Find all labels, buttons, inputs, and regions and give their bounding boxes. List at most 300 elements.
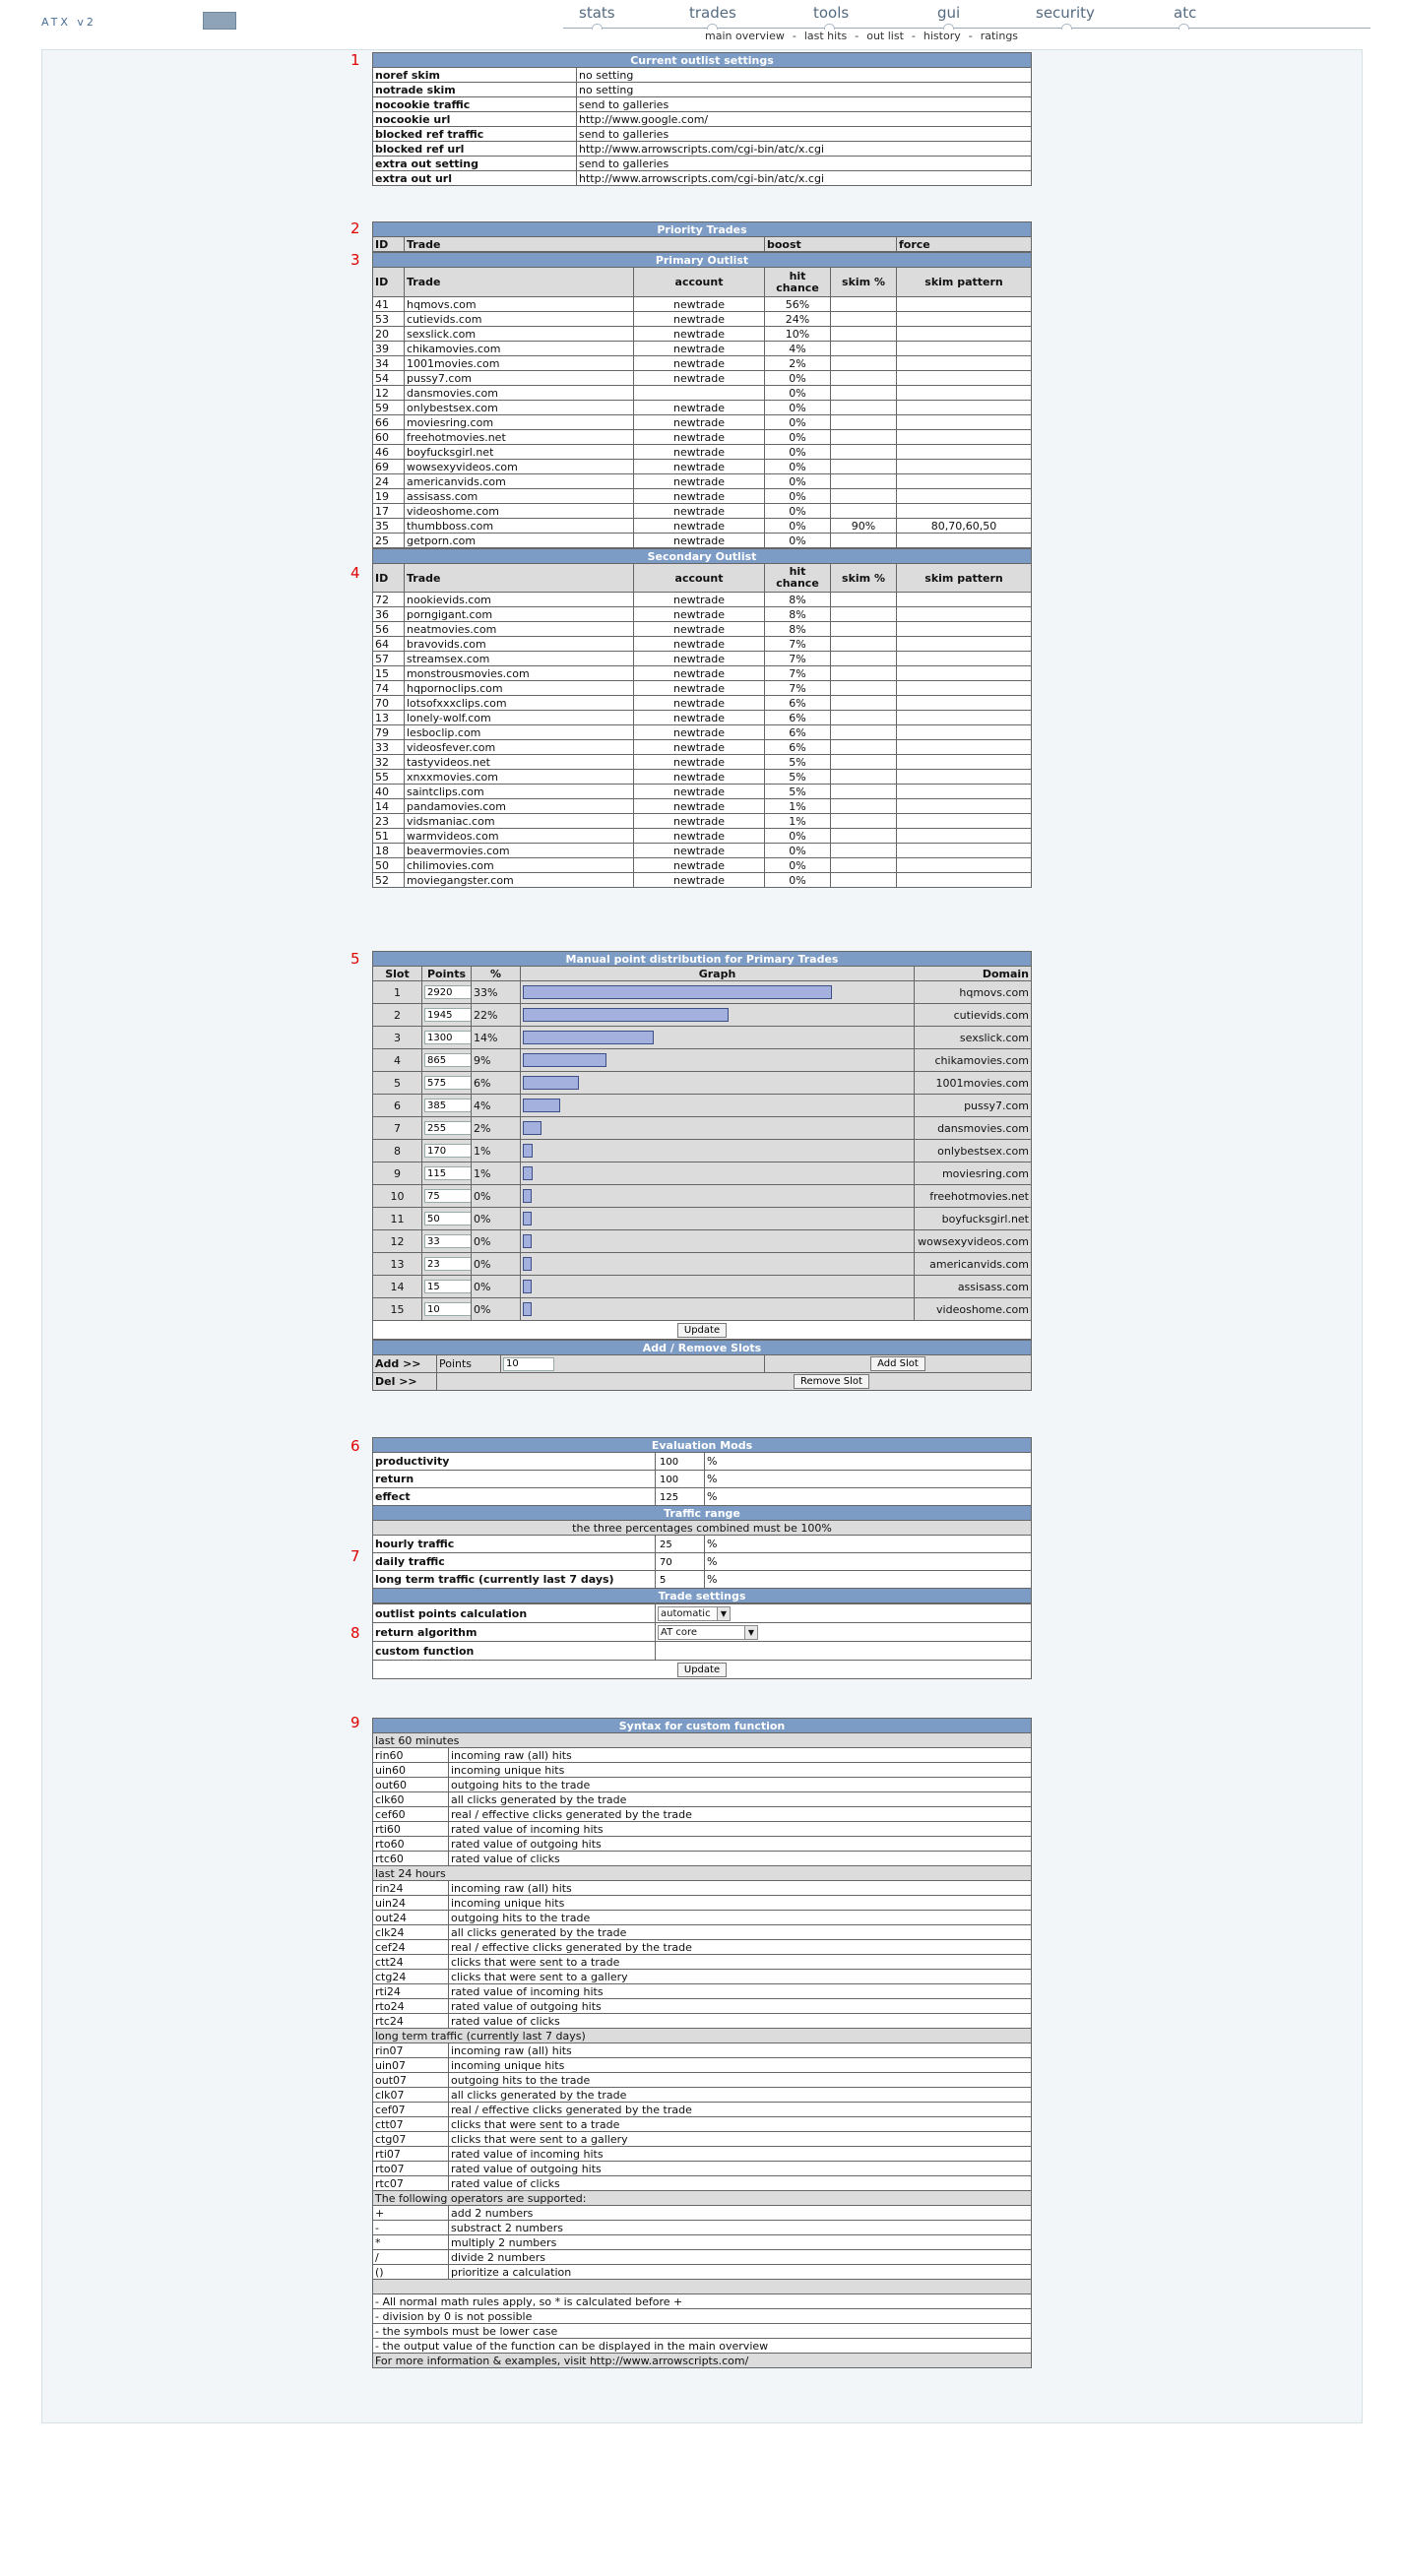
eval-input-cell [656, 1453, 705, 1471]
points-input[interactable] [424, 1189, 472, 1203]
eval-input-cell [656, 1553, 705, 1571]
priority-trades-title: Priority Trades [373, 222, 1032, 237]
evaluation-title: Evaluation Mods [373, 1438, 1032, 1453]
syntax-description: real / effective clicks generated by the trade [449, 1940, 1032, 1955]
eval-input[interactable] [658, 1539, 701, 1550]
slot-domain: onlybestsex.com [915, 1140, 1032, 1162]
points-bar [523, 1008, 729, 1022]
syntax-row [373, 1763, 1032, 1778]
custom-function-input[interactable] [658, 1646, 1026, 1658]
tab-stats[interactable]: stats [579, 4, 615, 22]
skim-pattern [897, 814, 1032, 829]
setting-value: http://www.arrowscripts.com/cgi-bin/atc/x.cgi [577, 171, 1032, 186]
percent-value: 0% [472, 1208, 521, 1230]
trade-row [373, 519, 1032, 534]
slot-number: 2 [373, 1004, 422, 1027]
points-input[interactable] [424, 1076, 472, 1090]
trade-id: 74 [373, 681, 405, 696]
section-number: 1 [350, 51, 360, 69]
skim-percent [831, 504, 897, 519]
slot-row [373, 1276, 1032, 1298]
setting-value: send to galleries [577, 97, 1032, 112]
trade-id: 46 [373, 445, 405, 460]
tab-trades[interactable]: trades [689, 4, 736, 22]
subnav-ratings[interactable]: ratings [980, 30, 1019, 42]
points-input[interactable] [424, 1053, 472, 1067]
trade-account: newtrade [634, 829, 765, 844]
eval-input[interactable] [658, 1491, 701, 1503]
skim-percent [831, 666, 897, 681]
subnav-history[interactable]: history [923, 30, 961, 42]
trade-domain[interactable]: saintclips.com [405, 785, 634, 799]
syntax-description: rated value of incoming hits [449, 2147, 1032, 2162]
points-bar [523, 985, 832, 999]
col-header: Trade [405, 564, 634, 593]
trade-id: 72 [373, 593, 405, 607]
syntax-description: rated value of clicks [449, 1852, 1032, 1866]
trade-id: 54 [373, 371, 405, 386]
slot-points-input[interactable] [503, 1357, 554, 1371]
syntax-group-label: last 60 minutes [373, 1733, 1032, 1748]
slot-domain: freehotmovies.net [915, 1185, 1032, 1208]
trade-row [373, 666, 1032, 681]
chevron-down-icon: ▼ [717, 1607, 730, 1620]
syntax-symbol: rtc07 [373, 2176, 449, 2191]
trade-row [373, 858, 1032, 873]
points-input[interactable] [424, 1280, 472, 1293]
trade-domain[interactable]: chilimovies.com [405, 858, 634, 873]
trade-id: 40 [373, 785, 405, 799]
skim-pattern [897, 666, 1032, 681]
trade-domain[interactable]: lotsofxxxclips.com [405, 696, 634, 711]
trade-account: newtrade [634, 858, 765, 873]
trade-domain[interactable]: lonely-wolf.com [405, 711, 634, 725]
skim-percent [831, 814, 897, 829]
col-header: account [634, 268, 765, 297]
trade-domain[interactable]: pussy7.com [405, 371, 634, 386]
syntax-group-label: last 24 hours [373, 1866, 1032, 1881]
evaluation-section [372, 1437, 1032, 1679]
skim-percent: 90% [831, 519, 897, 534]
setting-row [373, 112, 1032, 127]
skim-pattern [897, 740, 1032, 755]
point-distribution-table [372, 951, 1032, 1340]
spacer-row [373, 2280, 1032, 2294]
percent-value: 9% [472, 1049, 521, 1072]
trade-row [373, 829, 1032, 844]
trade-id: 20 [373, 327, 405, 342]
col-header: hit chance [765, 268, 831, 297]
skim-percent [831, 873, 897, 888]
syntax-symbol: rtc24 [373, 2014, 449, 2029]
setting-row [373, 157, 1032, 171]
section-number: 3 [350, 251, 360, 269]
trade-domain[interactable]: moviesring.com [405, 415, 634, 430]
eval-input[interactable] [658, 1456, 701, 1468]
syntax-row [373, 1984, 1032, 1999]
skim-percent [831, 858, 897, 873]
skim-pattern [897, 386, 1032, 401]
hit-chance: 0% [765, 519, 831, 534]
eval-row [373, 1536, 1032, 1553]
trade-domain[interactable]: thumbboss.com [405, 519, 634, 534]
syntax-description: all clicks generated by the trade [449, 1792, 1032, 1807]
syntax-symbol: cef07 [373, 2103, 449, 2117]
trade-account: newtrade [634, 593, 765, 607]
trade-domain[interactable]: bravovids.com [405, 637, 634, 652]
outlist-settings-table [372, 52, 1032, 186]
trade-domain[interactable]: warmvideos.com [405, 829, 634, 844]
evaluation-table [372, 1437, 1032, 1603]
syntax-row [373, 1999, 1032, 2014]
syntax-description: substract 2 numbers [449, 2221, 1032, 2235]
trade-id: 60 [373, 430, 405, 445]
skim-pattern [897, 607, 1032, 622]
trade-domain[interactable]: assisass.com [405, 489, 634, 504]
trade-domain[interactable]: beavermovies.com [405, 844, 634, 858]
update-points-button[interactable]: Update [677, 1323, 727, 1338]
trade-domain[interactable]: boyfucksgirl.net [405, 445, 634, 460]
eval-row [373, 1553, 1032, 1571]
eval-input[interactable] [658, 1556, 701, 1568]
tab-marker-icon [1178, 24, 1189, 30]
syntax-row [373, 1778, 1032, 1792]
percent-value: 6% [472, 1072, 521, 1095]
trade-domain[interactable]: xnxxmovies.com [405, 770, 634, 785]
sub-navigation: main overview - last hits - out list - history - ratings [705, 30, 1019, 42]
tab-marker-icon [1061, 24, 1072, 30]
subnav-main-overview[interactable]: main overview [705, 30, 785, 42]
tab-security[interactable]: security [1036, 4, 1095, 22]
skim-percent [831, 342, 897, 356]
skim-percent [831, 430, 897, 445]
trade-domain[interactable]: 1001movies.com [405, 356, 634, 371]
points-input[interactable] [424, 1302, 472, 1316]
col-header: Trade [405, 237, 765, 252]
skim-percent [831, 593, 897, 607]
trade-id: 52 [373, 873, 405, 888]
trade-row [373, 593, 1032, 607]
trade-account: newtrade [634, 725, 765, 740]
graph-cell [521, 1298, 915, 1321]
del-label: Del >> [373, 1373, 437, 1391]
syntax-description: prioritize a calculation [449, 2265, 1032, 2280]
trade-domain[interactable]: dansmovies.com [405, 386, 634, 401]
syntax-description: rated value of clicks [449, 2176, 1032, 2191]
percent-sign: % [705, 1453, 1032, 1471]
syntax-description: incoming unique hits [449, 1763, 1032, 1778]
hit-chance: 4% [765, 342, 831, 356]
hit-chance: 8% [765, 607, 831, 622]
trade-domain[interactable]: porngigant.com [405, 607, 634, 622]
update-eval-button[interactable]: Update [677, 1663, 727, 1677]
trade-id: 18 [373, 844, 405, 858]
remove-slot-button[interactable]: Remove Slot [794, 1374, 869, 1389]
hit-chance: 0% [765, 445, 831, 460]
trade-settings-title: Trade settings [373, 1589, 1032, 1603]
graph-cell [521, 1140, 915, 1162]
hit-chance: 0% [765, 386, 831, 401]
points-input[interactable] [424, 1166, 472, 1180]
hit-chance: 7% [765, 637, 831, 652]
setting-value: send to galleries [577, 157, 1032, 171]
eval-input[interactable] [658, 1474, 701, 1485]
trade-domain[interactable]: moviegangster.com [405, 873, 634, 888]
syntax-group-label: long term traffic (currently last 7 days) [373, 2029, 1032, 2043]
trade-domain[interactable]: hqpornoclips.com [405, 681, 634, 696]
trade-domain[interactable]: getporn.com [405, 534, 634, 548]
trade-id: 41 [373, 297, 405, 312]
slot-row [373, 1004, 1032, 1027]
trade-account: newtrade [634, 504, 765, 519]
trade-domain[interactable]: americanvids.com [405, 474, 634, 489]
points-input[interactable] [424, 1121, 472, 1135]
hit-chance: 0% [765, 371, 831, 386]
trade-domain[interactable]: tastyvideos.net [405, 755, 634, 770]
slot-row [373, 1298, 1032, 1321]
trade-id: 34 [373, 356, 405, 371]
trade-row [373, 474, 1032, 489]
points-cell [422, 1298, 472, 1321]
skim-pattern [897, 297, 1032, 312]
eval-input-cell [656, 1488, 705, 1506]
trade-domain[interactable]: lesboclip.com [405, 725, 634, 740]
trade-domain[interactable]: nookievids.com [405, 593, 634, 607]
slot-number: 5 [373, 1072, 422, 1095]
points-input[interactable] [424, 1031, 472, 1044]
points-input[interactable] [424, 1144, 472, 1158]
slot-number: 10 [373, 1185, 422, 1208]
skim-percent [831, 844, 897, 858]
logo-image [203, 12, 236, 30]
syntax-symbol: rti24 [373, 1984, 449, 1999]
trade-row [373, 785, 1032, 799]
trade-domain[interactable]: chikamovies.com [405, 342, 634, 356]
syntax-symbol: rto24 [373, 1999, 449, 2014]
skim-pattern [897, 504, 1032, 519]
trade-domain[interactable]: neatmovies.com [405, 622, 634, 637]
setting-value: send to galleries [577, 127, 1032, 142]
trade-domain[interactable]: monstrousmovies.com [405, 666, 634, 681]
points-input[interactable] [424, 1234, 472, 1248]
points-bar [523, 1053, 606, 1067]
trade-account: newtrade [634, 297, 765, 312]
trade-account: newtrade [634, 755, 765, 770]
setting-row [373, 83, 1032, 97]
trade-id: 56 [373, 622, 405, 637]
trade-account: newtrade [634, 401, 765, 415]
syntax-symbol: rin60 [373, 1748, 449, 1763]
trade-account: newtrade [634, 814, 765, 829]
skim-pattern [897, 445, 1032, 460]
skim-percent [831, 725, 897, 740]
syntax-row [373, 2132, 1032, 2147]
trade-account: newtrade [634, 371, 765, 386]
add-label: Add >> [373, 1355, 437, 1373]
hit-chance: 0% [765, 534, 831, 548]
trade-account: newtrade [634, 474, 765, 489]
trade-id: 24 [373, 474, 405, 489]
trade-domain[interactable]: freehotmovies.net [405, 430, 634, 445]
trade-id: 15 [373, 666, 405, 681]
trade-domain[interactable]: onlybestsex.com [405, 401, 634, 415]
trade-domain[interactable]: hqmovs.com [405, 297, 634, 312]
slot-number: 3 [373, 1027, 422, 1049]
trade-row [373, 770, 1032, 785]
syntax-description: outgoing hits to the trade [449, 2073, 1032, 2088]
skim-percent [831, 785, 897, 799]
slot-number: 8 [373, 1140, 422, 1162]
trade-domain[interactable]: videoshome.com [405, 504, 634, 519]
points-input[interactable] [424, 1257, 472, 1271]
syntax-symbol: / [373, 2250, 449, 2265]
syntax-symbol: out60 [373, 1778, 449, 1792]
skim-pattern [897, 371, 1032, 386]
trade-account: newtrade [634, 622, 765, 637]
setting-name: extra out setting [373, 157, 577, 171]
percent-value: 33% [472, 981, 521, 1004]
slot-number: 12 [373, 1230, 422, 1253]
hit-chance: 2% [765, 356, 831, 371]
trade-row [373, 607, 1032, 622]
graph-cell [521, 1276, 915, 1298]
points-input[interactable] [424, 1212, 472, 1225]
syntax-symbol: cef24 [373, 1940, 449, 1955]
slots-table [372, 1340, 1032, 1391]
setting-name: blocked ref traffic [373, 127, 577, 142]
points-bar [523, 1234, 532, 1248]
skim-percent [831, 652, 897, 666]
section-number: 6 [350, 1437, 360, 1455]
trade-id: 53 [373, 312, 405, 327]
skim-percent [831, 356, 897, 371]
trade-domain[interactable]: vidsmaniac.com [405, 814, 634, 829]
eval-input[interactable] [658, 1574, 701, 1586]
points-cell [422, 1117, 472, 1140]
points-cell [422, 1095, 472, 1117]
trade-account: newtrade [634, 430, 765, 445]
slot-number: 14 [373, 1276, 422, 1298]
trade-account: newtrade [634, 681, 765, 696]
syntax-description: real / effective clicks generated by the trade [449, 2103, 1032, 2117]
slots-title: Add / Remove Slots [373, 1341, 1032, 1355]
syntax-description: incoming unique hits [449, 1896, 1032, 1911]
trade-domain[interactable]: cutievids.com [405, 312, 634, 327]
slot-row [373, 981, 1032, 1004]
col-header: Slot [373, 967, 422, 981]
trade-domain[interactable]: sexslick.com [405, 327, 634, 342]
section-number: 8 [350, 1624, 360, 1642]
tab-atc[interactable]: atc [1174, 4, 1197, 22]
skim-percent [831, 711, 897, 725]
trade-account: newtrade [634, 342, 765, 356]
syntax-row [373, 2088, 1032, 2103]
skim-pattern [897, 770, 1032, 785]
points-input[interactable] [424, 1099, 472, 1112]
percent-sign: % [705, 1553, 1032, 1571]
syntax-symbol: rti07 [373, 2147, 449, 2162]
trade-domain[interactable]: pandamovies.com [405, 799, 634, 814]
outlist-settings-title: Current outlist settings [373, 53, 1032, 68]
graph-cell [521, 1004, 915, 1027]
trade-id: 59 [373, 401, 405, 415]
skim-pattern [897, 725, 1032, 740]
algo-select[interactable] [658, 1625, 758, 1640]
hit-chance: 0% [765, 415, 831, 430]
percent-value: 1% [472, 1162, 521, 1185]
col-header: skim pattern [897, 564, 1032, 593]
col-header: Graph [521, 967, 915, 981]
trade-row [373, 844, 1032, 858]
setting-name: noref skim [373, 68, 577, 83]
slot-row [373, 1162, 1032, 1185]
graph-cell [521, 1117, 915, 1140]
points-cell [422, 1185, 472, 1208]
syntax-description: clicks that were sent to a trade [449, 1955, 1032, 1970]
calc-select[interactable] [658, 1606, 731, 1621]
trade-domain[interactable]: wowsexyvideos.com [405, 460, 634, 474]
syntax-row [373, 1792, 1032, 1807]
syntax-symbol: ctt07 [373, 2117, 449, 2132]
subnav-out-list[interactable]: out list [866, 30, 904, 42]
eval-label: daily traffic [373, 1553, 656, 1571]
trade-domain[interactable]: streamsex.com [405, 652, 634, 666]
trade-id: 64 [373, 637, 405, 652]
hit-chance: 0% [765, 489, 831, 504]
skim-percent [831, 534, 897, 548]
slot-number: 13 [373, 1253, 422, 1276]
tab-gui[interactable]: gui [937, 4, 961, 22]
points-bar [523, 1189, 532, 1203]
nav-divider [563, 28, 1370, 29]
skim-pattern [897, 342, 1032, 356]
slot-number: 7 [373, 1117, 422, 1140]
percent-sign: % [705, 1488, 1032, 1506]
trade-row [373, 534, 1032, 548]
syntax-row [373, 2103, 1032, 2117]
syntax-row [373, 2014, 1032, 2029]
trade-account: newtrade [634, 696, 765, 711]
points-bar [523, 1099, 560, 1112]
trade-row [373, 430, 1032, 445]
algo-label: return algorithm [373, 1623, 656, 1642]
slot-domain: 1001movies.com [915, 1072, 1032, 1095]
slot-domain: cutievids.com [915, 1004, 1032, 1027]
trade-domain[interactable]: videosfever.com [405, 740, 634, 755]
graph-cell [521, 1253, 915, 1276]
col-header: skim % [831, 268, 897, 297]
subnav-last-hits[interactable]: last hits [803, 30, 848, 42]
points-input[interactable] [424, 1008, 472, 1022]
eval-input-cell [656, 1471, 705, 1488]
points-cell [422, 1027, 472, 1049]
hit-chance: 56% [765, 297, 831, 312]
trade-account: newtrade [634, 637, 765, 652]
points-input[interactable] [424, 985, 472, 999]
eval-label: long term traffic (currently last 7 days) [373, 1571, 656, 1589]
points-bar [523, 1166, 533, 1180]
tab-tools[interactable]: tools [813, 4, 850, 22]
slot-row [373, 1072, 1032, 1095]
syntax-symbol: rti60 [373, 1822, 449, 1837]
syntax-symbol: out24 [373, 1911, 449, 1925]
slot-row [373, 1049, 1032, 1072]
trade-row [373, 814, 1032, 829]
calc-label: outlist points calculation [373, 1604, 656, 1623]
add-slot-button[interactable]: Add Slot [870, 1356, 925, 1371]
skim-pattern [897, 489, 1032, 504]
skim-percent [831, 489, 897, 504]
